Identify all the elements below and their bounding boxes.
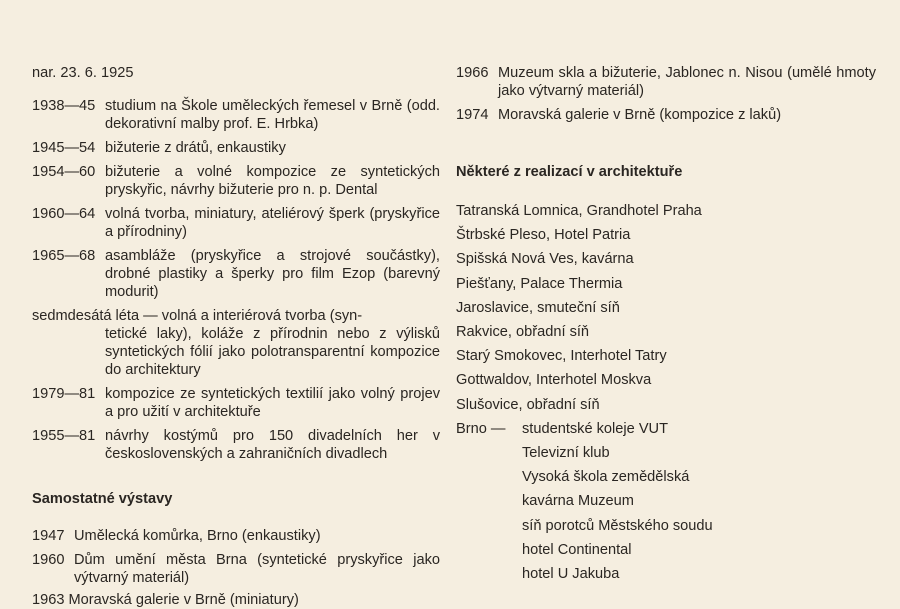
brno-list: [522, 417, 876, 586]
bio-entry: [32, 385, 440, 421]
solo-exhibitions-list: [32, 527, 440, 593]
bio-years: 1954—60: [32, 164, 96, 180]
bio-years: 1960—64: [32, 206, 96, 222]
bio-seventies-continuation: tetické laky), koláže z přírodnin nebo z výlisků syntetických fólií jako polotransparentní kompozice do architektury: [105, 326, 440, 378]
exhibition-text: Dům umění města Brna (syntetické pryskyřice jako výtvarný materiál): [74, 552, 440, 586]
exhibition-entry: [32, 551, 440, 587]
bio-years: 1955—81: [32, 428, 96, 444]
architecture-item: Štrbské Pleso, Hotel Patria: [456, 227, 631, 244]
brno-label: Brno —: [456, 420, 506, 437]
birth-date: nar. 23. 6. 1925: [32, 65, 134, 81]
exhibition-year: 1974: [456, 107, 489, 123]
architecture-list: [456, 199, 876, 586]
bio-entry: [32, 427, 440, 463]
bio-entry: [32, 205, 440, 241]
brno-item: studentské koleje VUT: [522, 420, 669, 437]
brno-item: kavárna Muzeum: [522, 493, 634, 510]
architecture-item: Starý Smokovec, Interhotel Tatry: [456, 348, 667, 365]
architecture-item: Slušovice, obřadní síň: [456, 396, 600, 413]
bio-entry: [32, 139, 440, 157]
bio-years: 1979—81: [32, 386, 96, 402]
bio-text: volná tvorba, miniatury, ateliérový šperk (pryskyřice a přírodniny): [105, 206, 440, 240]
architecture-item: Piešťany, Palace Thermia: [456, 275, 623, 292]
architecture-item: Rakvice, obřadní síň: [456, 324, 590, 341]
exhibition-year: 1960: [32, 552, 65, 568]
bio-entry: [32, 163, 440, 199]
bio-entry: [32, 247, 440, 301]
brno-item: síň porotců Městského soudu: [522, 517, 713, 534]
brno-item: hotel U Jakuba: [522, 566, 620, 583]
exhibition-text: Muzeum skla a bižuterie, Jablonec n. Nisou (umělé hmoty jako výtvarný materiál): [498, 65, 876, 99]
bio-text: studium na Škole uměleckých řemesel v Brně (odd. dekorativní malby prof. E. Hrbka): [105, 98, 440, 132]
bio-text: návrhy kostýmů pro 150 divadelních her v československých a zahraničních divadlech: [105, 428, 440, 462]
exhibition-entry: [32, 527, 440, 545]
brno-item: hotel Continental: [522, 541, 632, 558]
bio-seventies-lead: sedmdesátá léta — volná a interiérová tvorba (syn-: [32, 308, 363, 324]
cut-off-line: [32, 592, 440, 608]
architecture-item: Tatranská Lomnica, Grandhotel Praha: [456, 203, 702, 219]
solo-exhibitions-heading: Samostatné výstavy: [32, 491, 173, 507]
architecture-item: Gottwaldov, Interhotel Moskva: [456, 372, 652, 389]
bio-years: 1945—54: [32, 140, 96, 156]
exhibition-year: 1947: [32, 528, 65, 544]
exhibition-entry: [456, 106, 876, 124]
bio-years: 1938—45: [32, 98, 96, 114]
exhibition-text: Moravská galerie v Brně (kompozice z laků): [498, 107, 782, 123]
exhibition-entry: [456, 64, 876, 100]
solo-exhibitions-continued: [456, 64, 876, 130]
cut-off-text: 1963 Moravská galerie v Brně (miniatury): [32, 592, 299, 608]
brno-group: [456, 417, 876, 586]
bio-text: bižuterie a volné kompozice ze syntetických pryskyřic, návrhy bižuterie pro n. p. Dental: [105, 164, 440, 198]
bio-text: kompozice ze syntetických textilií jako volný projev a pro užití v architektuře: [105, 386, 440, 420]
exhibition-text: Umělecká komůrka, Brno (enkaustiky): [74, 528, 321, 544]
architecture-heading: Některé z realizací v architektuře: [456, 164, 683, 180]
brno-item: Televizní klub: [522, 445, 610, 462]
brno-item: Vysoká škola zemědělská: [522, 469, 690, 486]
bio-entry-seventies: [32, 307, 440, 379]
architecture-item: Spišská Nová Ves, kavárna: [456, 251, 634, 268]
exhibition-year: 1966: [456, 65, 489, 81]
bio-years: 1965—68: [32, 248, 96, 264]
architecture-item: Jaroslavice, smuteční síň: [456, 299, 620, 316]
biography-list: [32, 97, 440, 469]
bio-text: bižuterie z drátů, enkaustiky: [105, 140, 286, 156]
bio-entry: [32, 97, 440, 133]
bio-text: asambláže (pryskyřice a strojové součástky), drobné plastiky a šperky pro film Ezop (barevný modurit): [105, 248, 440, 300]
